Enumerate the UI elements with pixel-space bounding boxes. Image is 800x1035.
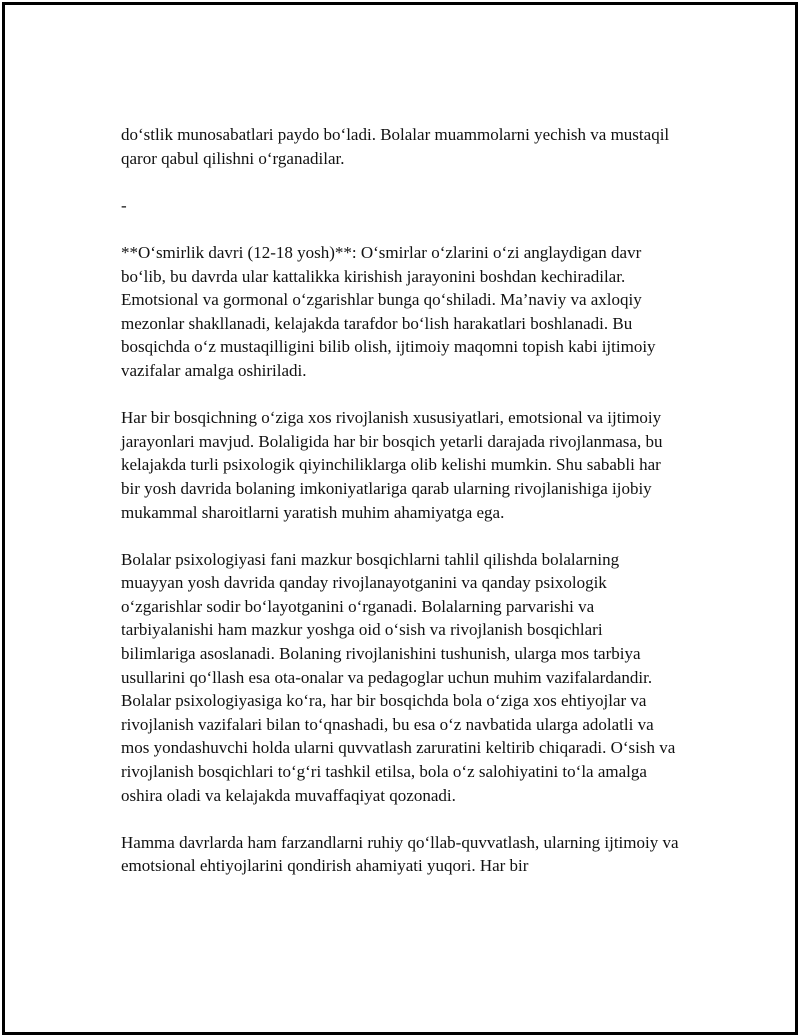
paragraph-support: Hamma davrlarda ham farzandlarni ruhiy qo‘llab-quvvatlash, ularning ijtimoiy va emotsional ehtiyojlarini qondirish ahamiyati yuqori. Har bir bbox=[121, 832, 679, 876]
dash-separator: - bbox=[121, 195, 127, 215]
paragraph-stage-features: Har bir bosqichning o‘ziga xos rivojlanish xususiyatlari, emotsional va ijtimoiy jarayonlari mavjud. Bolaligida har bir bosqich yetarli darajada rivojlanmasa, bu kelajakda turli psixologik qiyinchiliklarga olib kelishi mumkin. Shu sababli har bir yosh davrida bolaning imkoniyatlariga qarab ularning rivojlanishiga ijobiy mukammal sharoitlarni yaratish muhim ahamiyatga ega. bbox=[121, 408, 663, 522]
paragraph-child-psychology: Bolalar psixologiyasi fani mazkur bosqichlarni tahlil qilishda bolalarning muayyan yosh davrida qanday rivojlanayotganini va qanday psixologik o‘zgarishlar sodir bo‘layotganini o‘rganadi. Bolalarning parvarishi va tarbiyalanishi ham mazkur yoshga oid o‘sish va rivojlanish bosqichlari bilimlariga asoslanadi. Bolaning rivojlanishini tushunish, ularga mos tarbiya usullarini qo‘llash esa ota-onalar va pedagoglar uchun muhim vazifalardandir. Bolalar psixologiyasiga ko‘ra, har bir bosqichda bola o‘ziga xos ehtiyojlar va rivojlanish vazifalari bilan to‘qnashadi, bu esa o‘z navbatida ularga adolatli va mos yondashuvchi holda ularni quvvatlash zaruratini keltirib chiqaradi. O‘sish va rivojlanish bosqichlari to‘g‘ri tashkil etilsa, bola o‘z salohiyatini to‘la amalga oshira oladi va kelajakda muvaffaqiyat qozonadi. bbox=[121, 549, 676, 805]
paragraph-adolescence: **O‘smirlik davri (12-18 yosh)**: O‘smirlar o‘zlarini o‘zi anglaydigan davr bo‘lib, bu davrda ular kattalikka kirishish jarayonini boshdan kechiradilar. Emotsional va gormonal o‘zgarishlar bunga qo‘shiladi. Ma’naviy va axloqiy mezonlar shakllanadi, kelajakda tarafdor bo‘lish harakatlari boshlanadi. Bu bosqichda o‘z mustaqilligini bilib olish, ijtimoiy maqomni topish kabi ijtimoiy vazifalar amalga oshiriladi. bbox=[121, 242, 656, 380]
page-body bbox=[121, 123, 681, 902]
paragraph-friendship: do‘stlik munosabatlari paydo bo‘ladi. Bolalar muammolarni yechish va mustaqil qaror qabul qilishni o‘rganadilar. bbox=[121, 125, 670, 168]
document-page bbox=[2, 2, 798, 1035]
